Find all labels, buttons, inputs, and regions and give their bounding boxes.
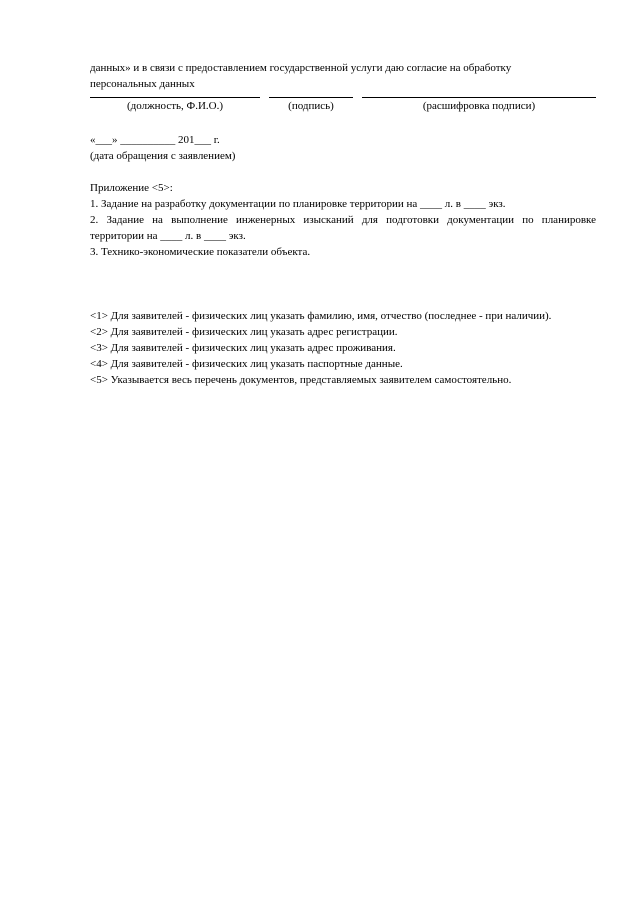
consent-line-1: данных» и в связи с предоставлением государственной услуги даю согласие на обработку [90, 62, 512, 74]
attachment-item-3: 3. Технико-экономические показатели объекта. [90, 246, 311, 258]
footnotes-block [90, 308, 596, 388]
date-caption: (дата обращения с заявлением) [90, 150, 236, 162]
date-block [90, 132, 596, 164]
sign-label: (подпись) [288, 100, 334, 112]
attachment-item-2: 2. Задание на выполнение инженерных изысканий для подготовки документации по планировке территории на ____ л. в ____ экз. [90, 214, 596, 242]
signature-labels [90, 98, 596, 114]
decode-label: (расшифровка подписи) [422, 100, 536, 112]
consent-paragraph [90, 60, 596, 92]
footnote-4: <4> Для заявителей - физических лиц указать паспортные данные. [90, 358, 403, 370]
attachments-heading: Приложение <5>: [90, 182, 173, 194]
document-page [90, 60, 596, 388]
footnote-1: <1> Для заявителей - физических лиц указать фамилию, имя, отчество (последнее - при наличии). [90, 310, 552, 322]
footnote-3: <3> Для заявителей - физических лиц указать адрес проживания. [90, 342, 396, 354]
position-label: (должность, Ф.И.О.) [126, 100, 224, 112]
attachments-block [90, 180, 596, 260]
date-line: «___» __________ 201___ г. [90, 134, 220, 146]
attachment-item-1: 1. Задание на разработку документации по планировке территории на ____ л. в ____ экз. [90, 198, 506, 210]
consent-line-2: персональных данных [90, 78, 195, 90]
footnote-2: <2> Для заявителей - физических лиц указать адрес регистрации. [90, 326, 398, 338]
footnote-5: <5> Указывается весь перечень документов, представляемых заявителем самостоятельно. [90, 374, 512, 386]
